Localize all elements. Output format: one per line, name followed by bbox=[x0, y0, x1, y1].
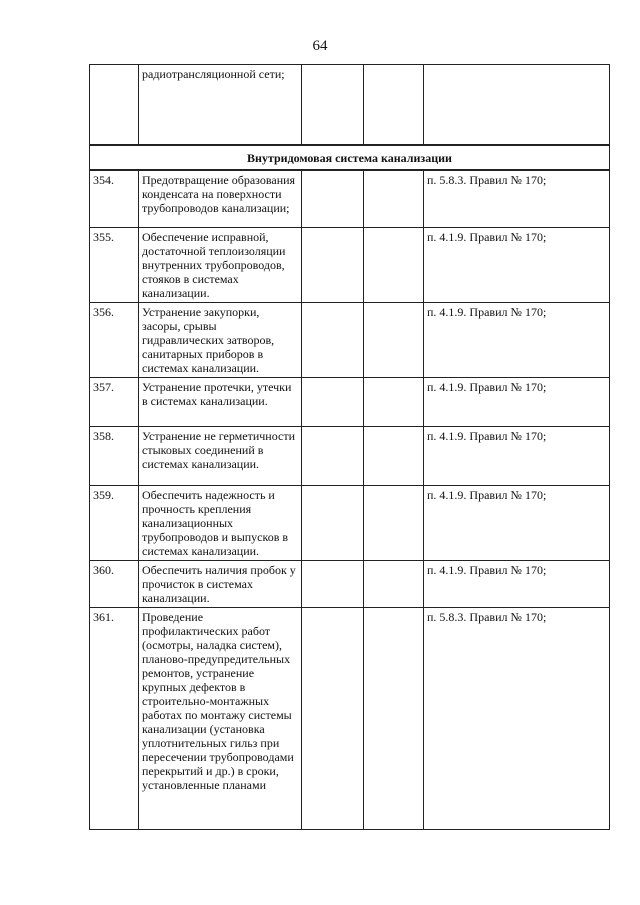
row-number: 360. bbox=[90, 561, 139, 608]
empty-cell bbox=[364, 228, 424, 303]
row-text: Обеспечение исправной, достаточной теплоизоляции внутренних трубопроводов, стояков в системах канализации. bbox=[139, 228, 302, 303]
row-text: Обеспечить надежность и прочность крепления канализационных трубопроводов и выпусков в системах канализации. bbox=[139, 486, 302, 561]
table-row bbox=[90, 303, 610, 378]
empty-cell bbox=[302, 303, 364, 378]
empty-cell bbox=[364, 427, 424, 486]
requirements-table bbox=[89, 64, 610, 830]
empty-cell bbox=[364, 378, 424, 427]
continuation-row bbox=[90, 65, 610, 145]
empty-cell bbox=[302, 427, 364, 486]
num-cell bbox=[90, 65, 139, 145]
empty-cell bbox=[364, 561, 424, 608]
empty-cell bbox=[302, 378, 364, 427]
table-row bbox=[90, 378, 610, 427]
row-number: 358. bbox=[90, 427, 139, 486]
row-text: Устранение закупорки, засоры, срывы гидравлических затворов, санитарных приборов в системах канализации. bbox=[139, 303, 302, 378]
empty-cell bbox=[302, 228, 364, 303]
row-reference: п. 4.1.9. Правил № 170; bbox=[424, 228, 610, 303]
empty-cell bbox=[364, 303, 424, 378]
empty-cell bbox=[364, 65, 424, 145]
table-row bbox=[90, 228, 610, 303]
row-text: Устранение не герметичности стыковых соединений в системах канализации. bbox=[139, 427, 302, 486]
empty-cell bbox=[302, 486, 364, 561]
row-reference: п. 4.1.9. Правил № 170; bbox=[424, 486, 610, 561]
table-row bbox=[90, 170, 610, 228]
row-number: 361. bbox=[90, 608, 139, 830]
row-reference: п. 4.1.9. Правил № 170; bbox=[424, 378, 610, 427]
row-text: Устранение протечки, утечки в системах канализации. bbox=[139, 378, 302, 427]
row-reference: п. 5.8.3. Правил № 170; bbox=[424, 170, 610, 228]
page-number: 64 bbox=[312, 38, 328, 54]
section-title: Внутридомовая система канализации bbox=[90, 145, 610, 170]
empty-cell bbox=[364, 170, 424, 228]
empty-cell bbox=[364, 486, 424, 561]
row-reference: п. 5.8.3. Правил № 170; bbox=[424, 608, 610, 830]
row-number: 355. bbox=[90, 228, 139, 303]
row-number: 359. bbox=[90, 486, 139, 561]
row-text: Обеспечить наличия пробок у прочисток в системах канализации. bbox=[139, 561, 302, 608]
row-reference: п. 4.1.9. Правил № 170; bbox=[424, 427, 610, 486]
row-reference: п. 4.1.9. Правил № 170; bbox=[424, 303, 610, 378]
table-row bbox=[90, 427, 610, 486]
section-row bbox=[90, 145, 610, 170]
row-number: 356. bbox=[90, 303, 139, 378]
empty-cell bbox=[302, 608, 364, 830]
row-reference: п. 4.1.9. Правил № 170; bbox=[424, 561, 610, 608]
empty-cell bbox=[302, 561, 364, 608]
empty-cell bbox=[302, 170, 364, 228]
table-row bbox=[90, 561, 610, 608]
row-number: 357. bbox=[90, 378, 139, 427]
empty-cell bbox=[364, 608, 424, 830]
empty-cell bbox=[302, 65, 364, 145]
table-row bbox=[90, 486, 610, 561]
row-text: Проведение профилактических работ (осмотры, наладка систем), планово-предупредительных ремонтов, устранение крупных дефектов в строительно-монтажных работах по монтажу системы канализации (установка уплотнительных гильз при пересечении трубопроводами перекрытий и др.) в сроки, установленные планами bbox=[139, 608, 302, 830]
table-row bbox=[90, 608, 610, 830]
row-text: Предотвращение образования конденсата на поверхности трубопроводов канализации; bbox=[139, 170, 302, 228]
empty-cell bbox=[424, 65, 610, 145]
row-number: 354. bbox=[90, 170, 139, 228]
continuation-text: радиотрансляционной сети; bbox=[139, 65, 302, 145]
